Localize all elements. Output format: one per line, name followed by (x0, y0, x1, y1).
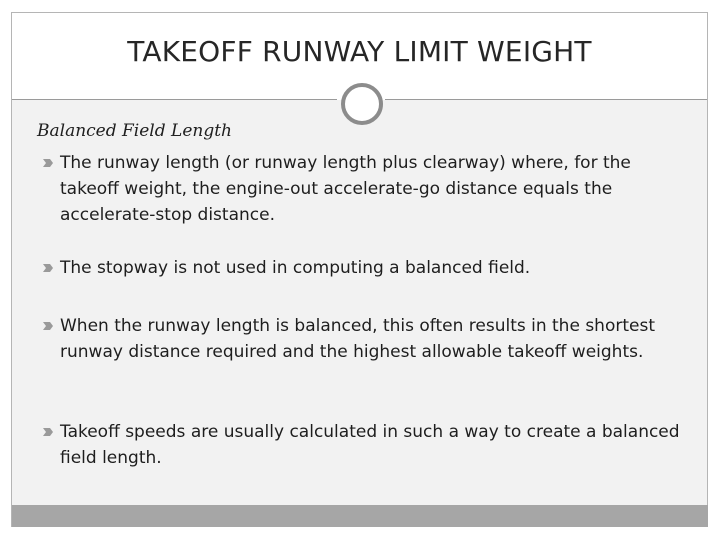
slide-subtitle: Balanced Field Length (37, 121, 232, 141)
title-divider-left (12, 99, 337, 100)
bullet-item (42, 150, 682, 228)
footer-bar (12, 505, 708, 527)
slide-title: TAKEOFF RUNWAY LIMIT WEIGHT (127, 35, 592, 68)
ribbon-bullet-icon (42, 157, 54, 169)
ring-icon (341, 83, 383, 125)
bullet-text: The runway length (or runway length plus clearway) where, for the takeoff weight, the engine-out accelerate-go distance equals the accelerate-stop distance. (60, 153, 631, 225)
bullet-text: When the runway length is balanced, this often results in the shortest runway distance required and the highest allowable takeoff weights. (60, 316, 655, 362)
bullet-item (42, 313, 682, 365)
bullet-item (42, 255, 682, 281)
bullet-text: Takeoff speeds are usually calculated in such a way to create a balanced field length. (60, 422, 680, 468)
bullet-item (42, 419, 682, 471)
title-divider-right (385, 99, 707, 100)
ribbon-bullet-icon (42, 262, 54, 274)
ribbon-bullet-icon (42, 320, 54, 332)
bullet-text: The stopway is not used in computing a balanced field. (60, 258, 531, 278)
ribbon-bullet-icon (42, 426, 54, 438)
